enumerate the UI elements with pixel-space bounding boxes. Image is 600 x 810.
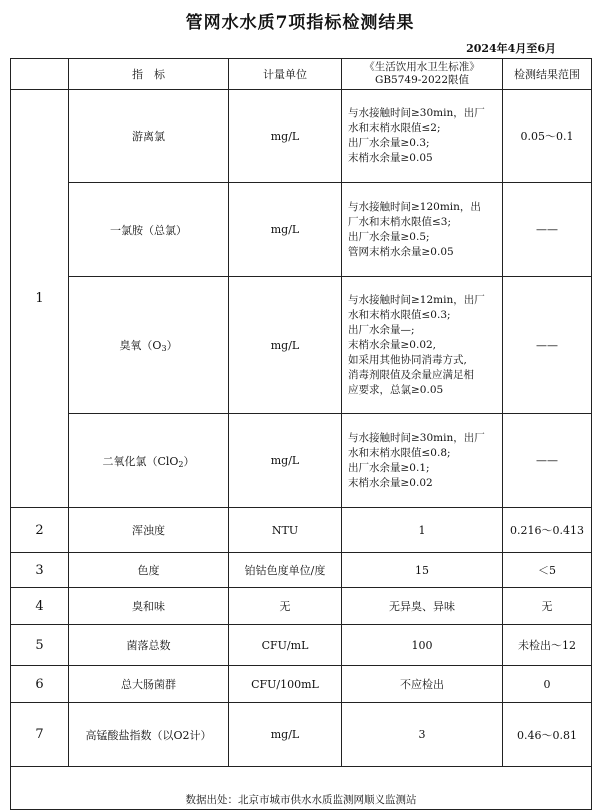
range-cell: 0 <box>503 666 592 703</box>
header-index-cell <box>11 59 69 90</box>
page-title: 管网水水质7项指标检测结果 <box>185 13 415 33</box>
standard-cell: 15 <box>342 553 503 588</box>
unit-cell: CFU/100mL <box>229 666 342 703</box>
data-source: 数据出处：北京市城市供水水质监测网顺义监测站 <box>11 767 592 810</box>
range-cell: —— <box>503 183 592 277</box>
standard-line: 与水接触时间≥30min，出厂 <box>348 431 485 444</box>
header-range: 检测结果范围 <box>503 59 592 90</box>
standard-cell: 不应检出 <box>342 666 503 703</box>
table-row <box>11 703 592 767</box>
indicator-name: 色度 <box>69 553 229 588</box>
table-row <box>11 414 592 508</box>
standard-line: 水和末梢水限值≤0.3; <box>348 308 451 321</box>
unit-cell: mg/L <box>229 183 342 277</box>
table-row <box>11 553 592 588</box>
standard-line: 出厂水余量≥0.1; <box>348 461 430 474</box>
table-row <box>11 666 592 703</box>
row-index: 6 <box>11 666 69 703</box>
unit-cell: mg/L <box>229 703 342 767</box>
standard-line: 如采用其他协同消毒方式, <box>348 353 467 366</box>
header-standard <box>342 59 503 90</box>
unit-cell: mg/L <box>229 90 342 183</box>
standard-cell <box>342 90 503 183</box>
row-index: 4 <box>11 588 69 625</box>
header-indicator: 指 标 <box>69 59 229 90</box>
range-cell: ＜5 <box>503 553 592 588</box>
indicator-name: 一氯胺（总氯） <box>69 183 229 277</box>
table-row <box>11 625 592 666</box>
standard-cell: 1 <box>342 508 503 553</box>
indicator-name: 游离氯 <box>69 90 229 183</box>
standard-line: 出厂水余量≥0.5; <box>348 230 430 243</box>
row-index: 3 <box>11 553 69 588</box>
row-index: 7 <box>11 703 69 767</box>
indicator-name: 菌落总数 <box>69 625 229 666</box>
range-cell: 未检出～12 <box>503 625 592 666</box>
standard-line: 消毒剂限值及余量应满足相 <box>348 368 474 381</box>
standard-line: 水和末梢水限值≤0.8; <box>348 446 451 459</box>
unit-cell: CFU/mL <box>229 625 342 666</box>
range-cell: 0.46～0.81 <box>503 703 592 767</box>
table-row <box>11 588 592 625</box>
indicator-name: 总大肠菌群 <box>69 666 229 703</box>
standard-line: 厂水和末梢水限值≤3; <box>348 215 452 228</box>
water-quality-table <box>10 58 592 810</box>
standard-line: 与水接触时间≥120min，出 <box>348 200 481 213</box>
standard-line: 末梢水余量≥0.02, <box>348 338 437 351</box>
range-cell: —— <box>503 277 592 414</box>
indicator-name: 臭和味 <box>69 588 229 625</box>
table-header-row <box>11 59 592 90</box>
indicator-name <box>69 277 229 414</box>
standard-line: 应要求，总氯≥0.05 <box>348 383 444 396</box>
standard-line: 出厂水余量—; <box>348 323 415 336</box>
unit-cell: 无 <box>229 588 342 625</box>
unit-cell: 铂钴色度单位/度 <box>229 553 342 588</box>
standard-line: 末梢水余量≥0.05 <box>348 152 433 164</box>
table-row <box>11 508 592 553</box>
standard-cell <box>342 277 503 414</box>
indicator-name-suffix: ） <box>183 454 195 468</box>
indicator-name-suffix: ） <box>166 339 178 352</box>
standard-line: 与水接触时间≥12min，出厂 <box>348 293 485 306</box>
standard-line: 末梢水余量≥0.02 <box>348 476 433 489</box>
unit-cell: NTU <box>229 508 342 553</box>
table-row <box>11 183 592 277</box>
indicator-name-prefix: 臭氧（O <box>119 339 162 352</box>
unit-cell: mg/L <box>229 414 342 508</box>
indicator-name <box>69 414 229 508</box>
standard-cell <box>342 183 503 277</box>
table-row <box>11 277 592 414</box>
indicator-name: 浑浊度 <box>69 508 229 553</box>
range-cell: 无 <box>503 588 592 625</box>
report-period: 2024年4月至6月 <box>466 42 556 55</box>
range-cell: 0.216～0.413 <box>503 508 592 553</box>
row-index: 5 <box>11 625 69 666</box>
indicator-name: 高锰酸盐指数（以O2计） <box>69 703 229 767</box>
header-standard-line2: GB5749-2022限值 <box>374 74 470 86</box>
standard-cell: 无异臭、异味 <box>342 588 503 625</box>
standard-cell: 100 <box>342 625 503 666</box>
standard-line: 出厂水余量≥0.3; <box>348 137 430 149</box>
row-index: 2 <box>11 508 69 553</box>
standard-line: 管网末梢水余量≥0.05 <box>348 245 454 258</box>
standard-line: 与水接触时间≥30min，出厂 <box>348 107 485 119</box>
indicator-name-subscript: 2 <box>178 459 184 469</box>
table-row <box>11 90 592 183</box>
row-index: 1 <box>11 90 69 508</box>
standard-line: 水和末梢水限值≤2; <box>348 122 441 134</box>
header-standard-line1: 《生活饮用水卫生标准》 <box>364 61 480 73</box>
footer-row <box>11 767 592 810</box>
indicator-name-prefix: 二氧化氯（ClO <box>102 454 179 468</box>
standard-cell: 3 <box>342 703 503 767</box>
range-cell: 0.05～0.1 <box>503 90 592 183</box>
range-cell: —— <box>503 414 592 508</box>
unit-cell: mg/L <box>229 277 342 414</box>
header-unit: 计量单位 <box>229 59 342 90</box>
indicator-name-subscript: 3 <box>161 344 167 353</box>
standard-cell <box>342 414 503 508</box>
